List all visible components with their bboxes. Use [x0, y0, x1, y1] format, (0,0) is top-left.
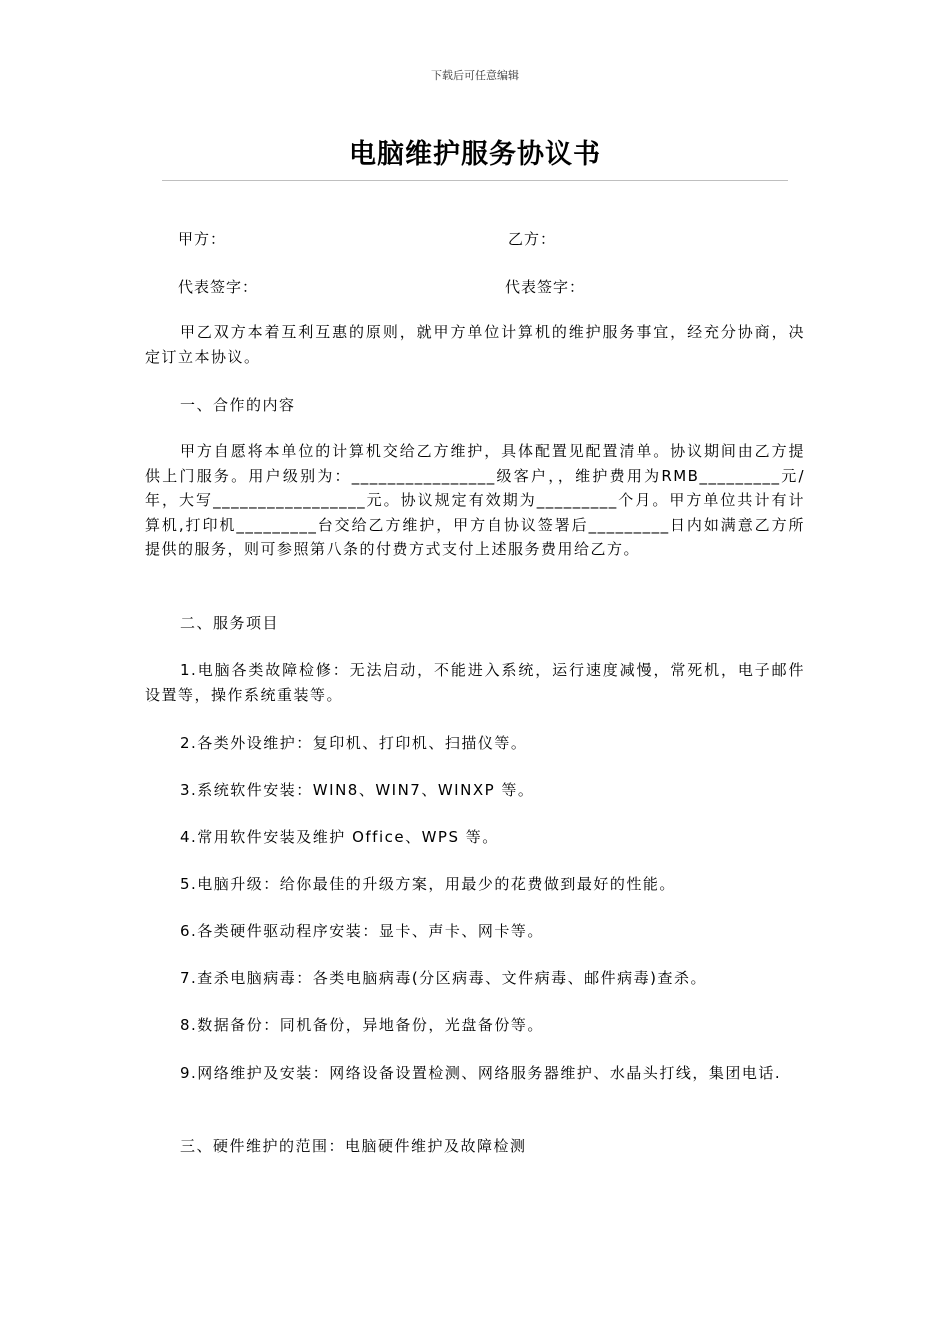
intro-text: 甲乙双方本着互利互惠的原则，就甲方单位计算机的维护服务事宜，经充分协商，决定订立本协议。 [145, 323, 805, 366]
service-item-2: 2.各类外设维护：复印机、打印机、扫描仪等。 [180, 734, 528, 752]
title-divider [162, 180, 788, 181]
service-item-6: 6.各类硬件驱动程序安装：显卡、声卡、网卡等。 [180, 922, 544, 940]
intro-paragraph [145, 320, 805, 369]
party-a-label: 甲方： [178, 230, 227, 248]
section3-heading: 三、硬件维护的范围：电脑硬件维护及故障检测 [180, 1137, 527, 1155]
section1-heading: 一、合作的内容 [180, 396, 296, 414]
service-item-5-block [145, 872, 805, 897]
service-item-3-block [145, 778, 805, 803]
service-item-4-block [145, 825, 805, 850]
header-note: 下载后可任意编辑 [431, 69, 519, 82]
party-a-signature-label: 代表签字： [178, 278, 259, 296]
section2-heading: 二、服务项目 [180, 614, 280, 632]
service-item-7-block [145, 966, 805, 991]
service-item-7: 7.查杀电脑病毒：各类电脑病毒(分区病毒、文件病毒、邮件病毒)查杀。 [180, 969, 708, 987]
service-item-1: 1.电脑各类故障检修：无法启动，不能进入系统，运行速度减慢，常死机，电子邮件设置等，操作系统重装等。 [145, 661, 805, 704]
service-item-9-block [145, 1061, 805, 1086]
section3-heading-block [145, 1134, 805, 1159]
service-item-5: 5.电脑升级：给你最佳的升级方案，用最少的花费做到最好的性能。 [180, 875, 676, 893]
service-item-8: 8.数据备份：同机备份，异地备份，光盘备份等。 [180, 1016, 544, 1034]
party-b-signature-label: 代表签字： [505, 278, 586, 296]
service-item-4: 4.常用软件安装及维护 Office、WPS 等。 [180, 828, 499, 846]
service-item-9: 9.网络维护及安装：网络设备设置检测、网络服务器维护、水晶头打线，集团电话. [180, 1064, 782, 1082]
service-item-8-block [145, 1013, 805, 1038]
service-item-1-block [145, 658, 805, 707]
service-item-2-block [145, 731, 805, 756]
party-b-label: 乙方： [508, 230, 557, 248]
section1-body-block [145, 439, 805, 562]
document-title: 电脑维护服务协议书 [349, 139, 601, 170]
section2-heading-block [145, 611, 805, 636]
section1-heading-block [145, 393, 805, 418]
service-item-6-block [145, 919, 805, 944]
section1-body: 甲方自愿将本单位的计算机交给乙方维护，具体配置见配置清单。协议期间由乙方提供上门服务。用户级别为：________________级客户，，维护费用为RMB_________元/年，大写_________________元。协议规定有效期为_________个月。甲方单位共计有计算机,打印机_________台交给乙方维护，甲方自协议签署后_________日内如满意乙方所提供的服务，则可参照第八条的付费方式支付上述服务费用给乙方。 [145, 442, 805, 558]
service-item-3: 3.系统软件安装：WIN8、WIN7、WINXP 等。 [180, 781, 535, 799]
